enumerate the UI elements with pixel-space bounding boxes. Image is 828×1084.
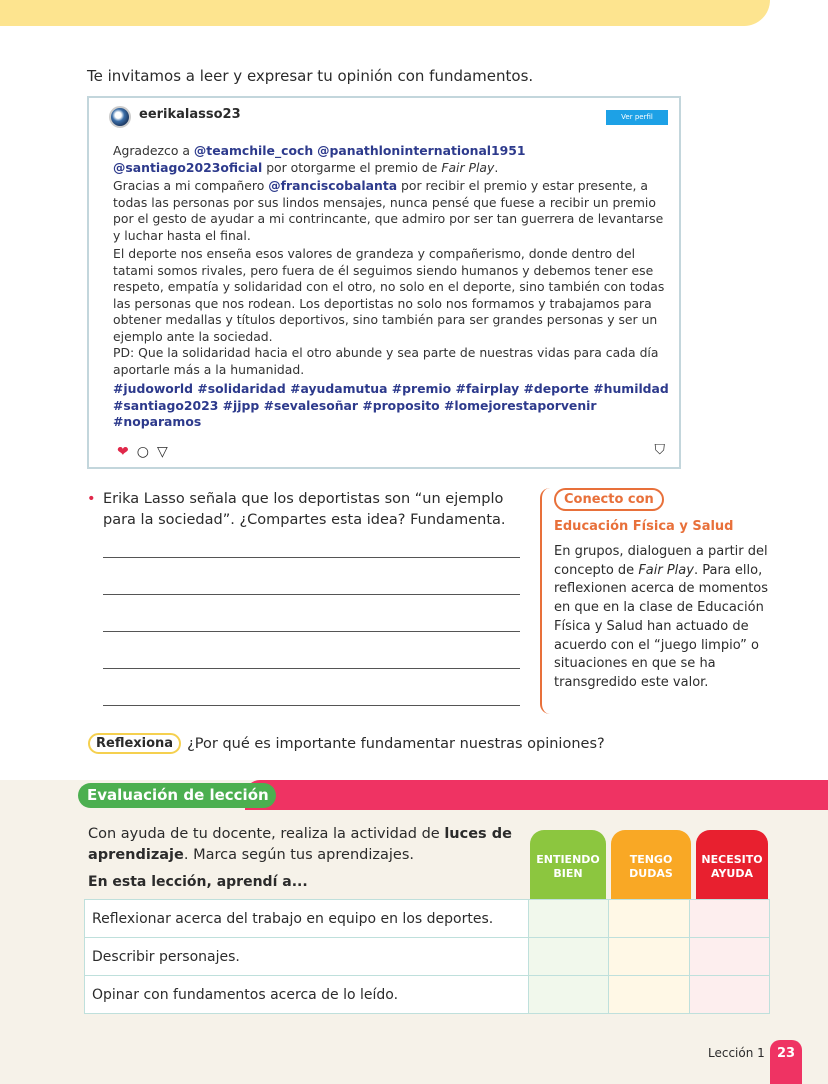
conecto-tag: Conecto con <box>554 488 664 511</box>
username[interactable]: eerikalasso23 <box>139 107 241 122</box>
check-cell-red[interactable] <box>689 900 769 938</box>
sidebox-text <box>554 543 774 693</box>
check-cell-yellow[interactable] <box>609 938 689 976</box>
text: por otorgarme el premio de <box>262 159 442 175</box>
bookmark-icon[interactable]: ⛉ <box>654 442 665 458</box>
check-cell-yellow[interactable] <box>609 976 689 1014</box>
question <box>87 489 517 531</box>
mention[interactable]: @franciscobalanta <box>268 178 398 193</box>
avatar <box>109 106 131 128</box>
share-icon[interactable]: ▽ <box>156 444 168 460</box>
header-necesito-ayuda: NECESITO AYUDA <box>696 830 768 899</box>
post-body <box>113 143 673 431</box>
header-entiendo: ENTIENDO BIEN <box>530 830 606 899</box>
check-cell-red[interactable] <box>689 976 769 1014</box>
text: Gracias a mi compañero <box>113 178 269 193</box>
view-profile-button[interactable]: Ver perfil <box>606 110 668 125</box>
evaluation-table <box>84 899 770 1014</box>
text: En grupos, dialoguen a partir del concepto de <box>554 544 768 578</box>
answer-line[interactable] <box>103 594 520 595</box>
header-tengo-dudas: TENGO DUDAS <box>611 830 691 899</box>
intro-text: Te invitamos a leer y expresar tu opinión con fundamentos. <box>87 67 534 85</box>
check-cell-green[interactable] <box>529 938 609 976</box>
row-label: Describir personajes. <box>85 938 529 976</box>
text: Fair Play <box>638 562 694 578</box>
table-row <box>85 976 770 1014</box>
top-band <box>0 0 770 26</box>
text: . <box>494 159 499 175</box>
row-label: Opinar con fundamentos acerca de lo leído. <box>85 976 529 1014</box>
text: Fair Play <box>441 159 495 175</box>
paragraph: PD: Que la solidaridad hacia el otro abunde y sea parte de nuestras vidas para cada día aportarle más a la humanidad. <box>113 345 659 377</box>
reflexiona <box>88 733 605 754</box>
reflexiona-text: ¿Por qué es importante fundamentar nuestras opiniones? <box>187 735 605 752</box>
check-cell-green[interactable] <box>529 976 609 1014</box>
page-number: 23 <box>770 1040 802 1084</box>
mention[interactable]: @teamchile_coch <box>193 143 314 158</box>
text: . Marca según tus aprendizajes. <box>183 847 414 863</box>
answer-line[interactable] <box>103 668 520 669</box>
comment-icon[interactable]: ○ <box>136 444 149 460</box>
conecto-box <box>540 488 790 714</box>
post-actions <box>117 444 168 460</box>
table-row <box>85 938 770 976</box>
question-text: Erika Lasso señala que los deportistas son “un ejemplo para la sociedad”. ¿Compartes esta idea? Fundamenta. <box>103 491 506 528</box>
heart-icon[interactable]: ❤ <box>117 444 129 460</box>
lesson-label: Lección 1 <box>708 1046 765 1060</box>
evaluation-subtitle: En esta lección, aprendí a... <box>88 874 308 890</box>
text: Con ayuda de tu docente, realiza la actividad de <box>88 826 445 842</box>
paragraph: El deporte nos enseña esos valores de grandeza y compañerismo, donde dentro del tatami somos rivales, pero fuera de él seguimos siendo humanos y debemos tener ese respeto, empatía y solidaridad con el otro, no solo en el deporte, sino también con todas las personas que nos rodean. Los deportistas no solo nos formamos y trabajamos para obtener medallas y títulos deportivos, sino también para ser grandes personas y ser un ejemplo ante la sociedad. <box>113 246 665 344</box>
answer-line[interactable] <box>103 631 520 632</box>
subject: Educación Física y Salud <box>554 519 734 534</box>
evaluation-title: Evaluación de lección <box>78 783 276 808</box>
mention[interactable]: @santiago2023oficial <box>113 159 263 175</box>
text: por recibir el premio y estar presente, a todas las personas por sus lindos mensajes, nunca pensé que fuese a recibir un premio por el gesto de ayudar a mi contrincante, que admiro por ser tan guerrera de levantarse y luchar hasta el final. <box>113 178 664 243</box>
evaluation-instructions <box>88 824 518 866</box>
table-row <box>85 900 770 938</box>
social-post <box>87 96 681 469</box>
check-cell-green[interactable] <box>529 900 609 938</box>
hashtags[interactable]: #judoworld #solidaridad #ayudamutua #premio #fairplay #deporte #humildad #santiago2023 #jjpp #sevalesoñar #proposito #lomejorestaporvenir #noparamos <box>113 381 669 429</box>
text: luces de aprendizaje <box>88 826 512 863</box>
answer-line[interactable] <box>103 557 520 558</box>
row-label: Reflexionar acerca del trabajo en equipo en los deportes. <box>85 900 529 938</box>
reflexiona-badge: Reflexiona <box>88 733 181 754</box>
text: Agradezco a <box>113 143 194 158</box>
check-cell-red[interactable] <box>689 938 769 976</box>
check-cell-yellow[interactable] <box>609 900 689 938</box>
bullet-icon: • <box>87 491 96 507</box>
section-bar <box>245 780 828 810</box>
text: . Para ello, reflexionen acerca de momentos en que en la clase de Educación Física y Salud han actuado de acuerdo con el “juego limpio” o situaciones en que se ha transgredido este valor. <box>554 562 769 690</box>
mention[interactable]: @panathloninternational1951 <box>317 143 526 158</box>
answer-line[interactable] <box>103 705 520 706</box>
